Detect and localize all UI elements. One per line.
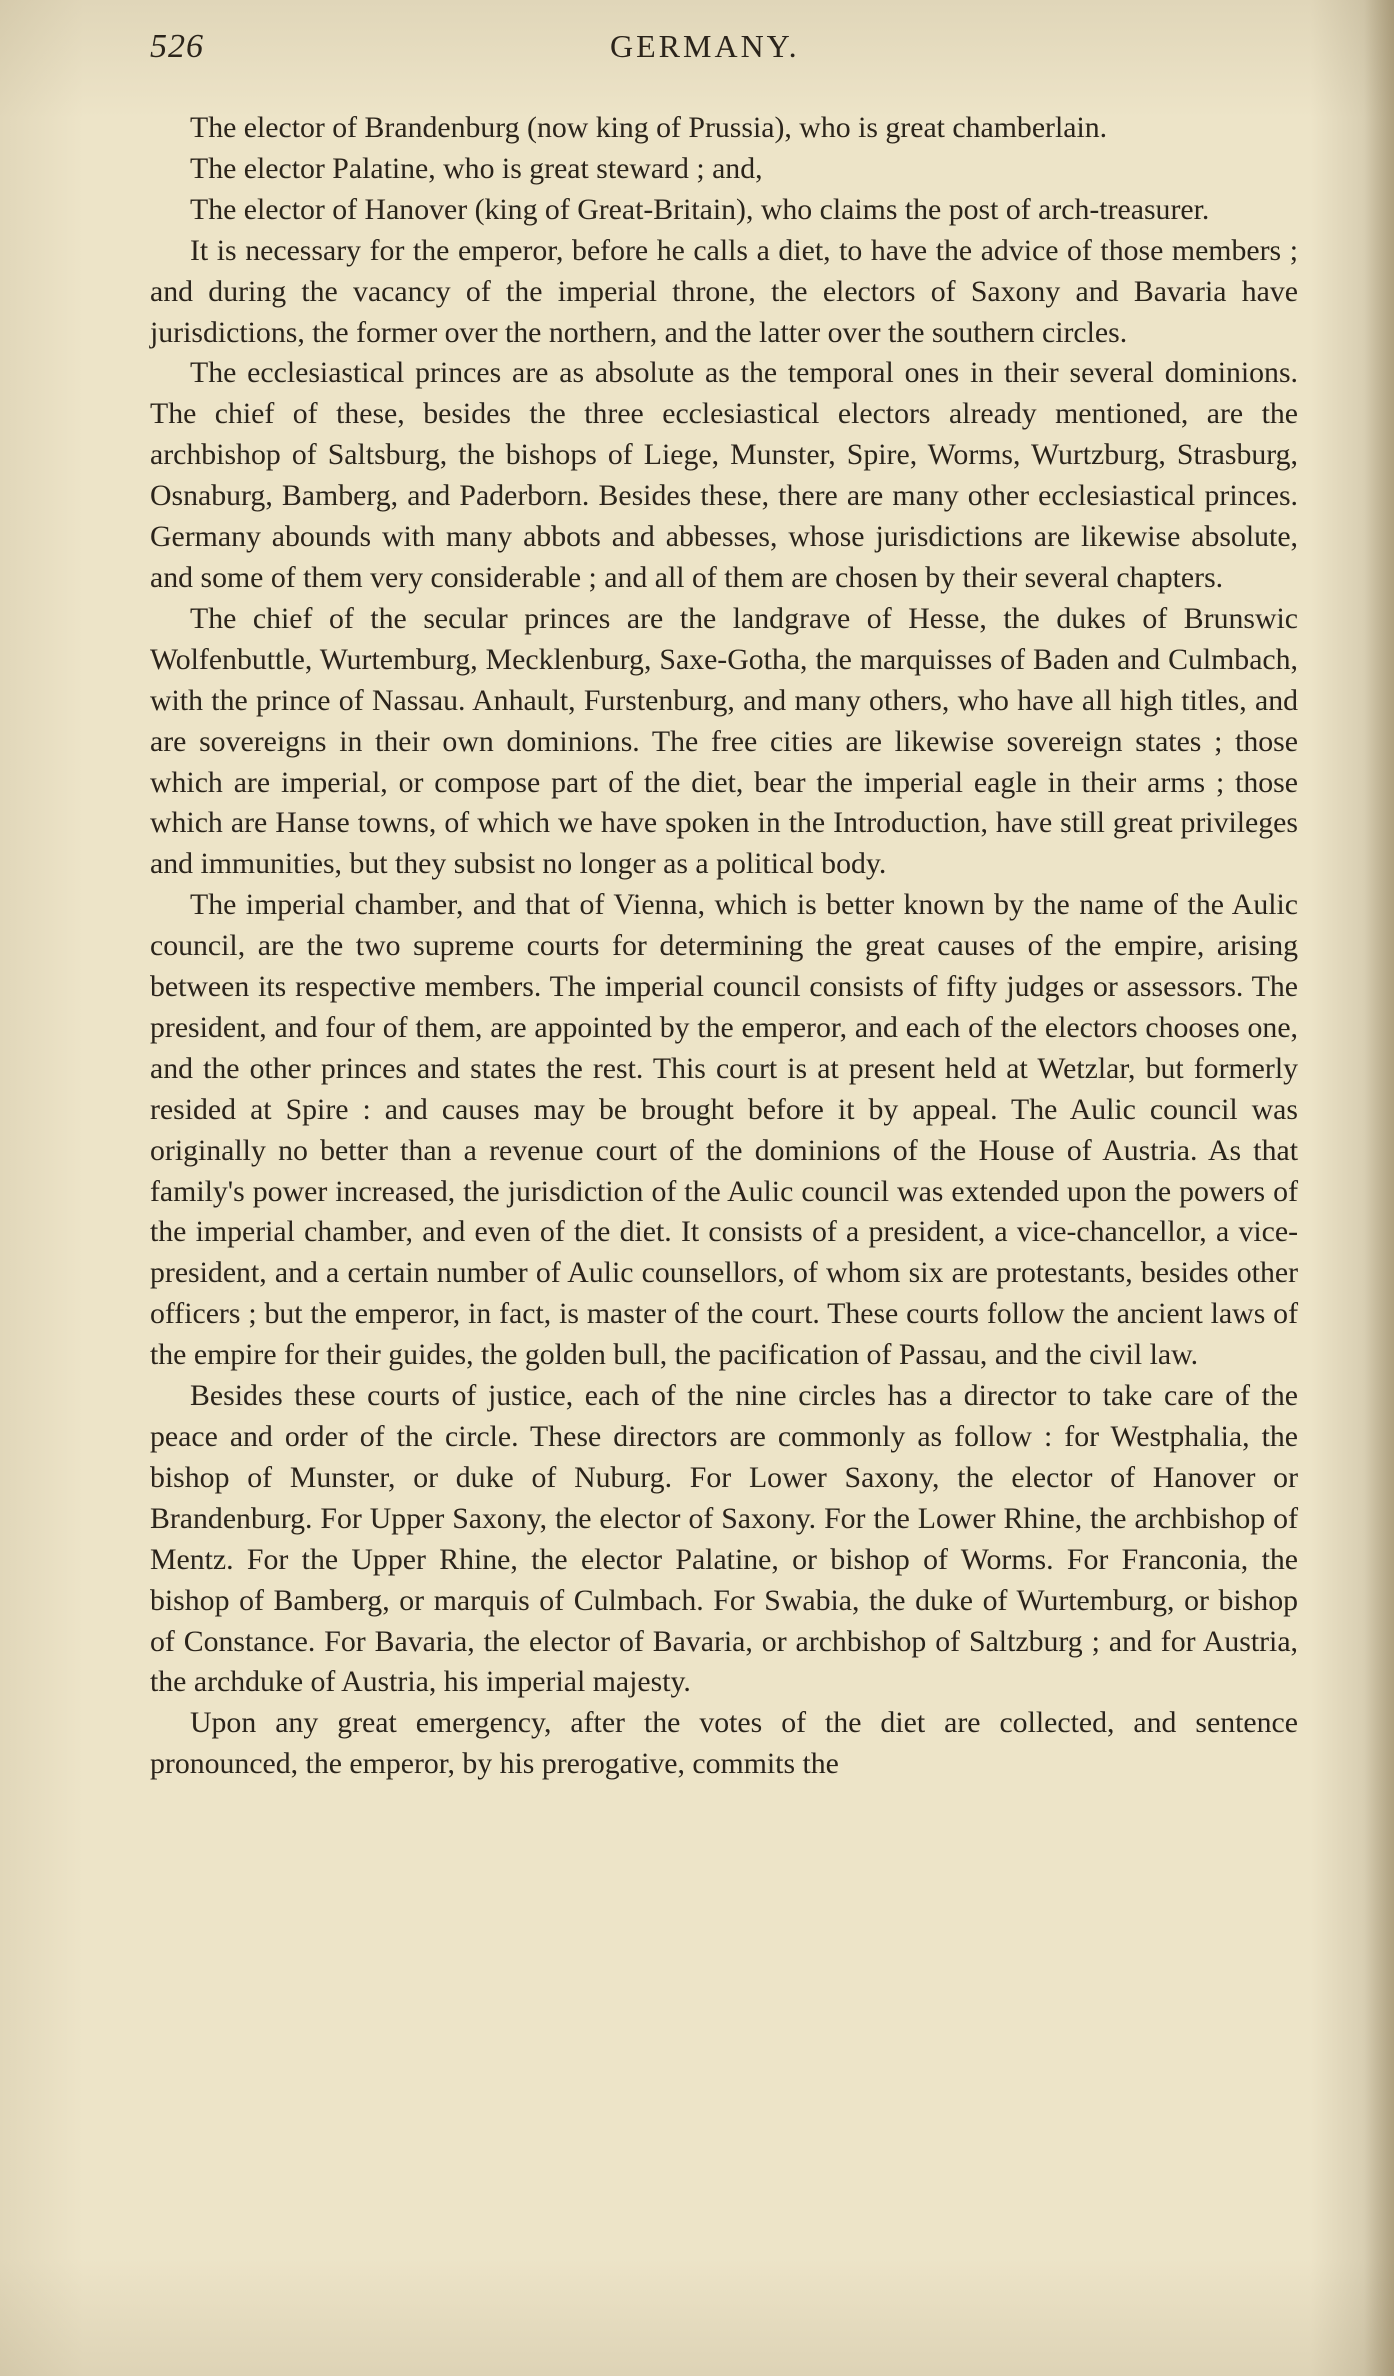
paragraph-imperial-chamber: The imperial chamber, and that of Vienna, which is better known by the name of the Aulic council, are the two supreme courts for determining the great causes of the empire, arising between its respective members. The imperial council consists of fifty judges or assessors. The president, and four of them, are appointed by the emperor, and each of the electors chooses one, and the other princes and states the rest. This court is at present held at Wetzlar, but formerly resided at Spire : and causes may be brought before it by appeal. The Aulic council was originally no better than a revenue court of the dominions of the House of Austria. As that family's power increased, the jurisdiction of the Aulic council was extended upon the powers of the imperial chamber, and even of the diet. It consists of a president, a vice-chancellor, a vice-president, and a certain number of Aulic counsellors, of whom six are protestants, besides other officers ; but the emperor, in fact, is master of the court. These courts follow the ancient laws of the empire for their guides, the golden bull, the pacification of Passau, and the civil law. — [150, 888, 1298, 1372]
paragraph-circle-directors: Besides these courts of justice, each of the nine circles has a director to take care of the peace and order of the circle. These directors are commonly as follow : for Westphalia, the bishop of Munster, or duke of Nuburg. For Lower Saxony, the elector of Hanover or Brandenburg. For Upper Saxony, the elector of Saxony. For the Lower Rhine, the archbishop of Mentz. For the Upper Rhine, the elector Palatine, or bishop of Worms. For Franconia, the bishop of Bamberg, or marquis of Culmbach. For Swabia, the duke of Wurtemburg, or bishop of Constance. For Bavaria, the elector of Bavaria, or archbishop of Saltzburg ; and for Austria, the archduke of Austria, his imperial majesty. — [150, 1379, 1298, 1699]
paragraph-secular-princes: The chief of the secular princes are the landgrave of Hesse, the dukes of Brunswic Wolfenbuttle, Wurtemburg, Mecklenburg, Saxe-Gotha, the marquisses of Baden and Culmbach, with the prince of Nassau. Anhault, Furstenburg, and many others, who have all high titles, and are sovereigns in their own dominions. The free cities are likewise sovereign states ; those which are imperial, or compose part of the diet, bear the imperial eagle in their arms ; those which are Hanse towns, of which we have spoken in the Introduction, have still great privileges and immunities, but they subsist no longer as a political body. — [150, 601, 1298, 881]
page-number: 526 — [150, 28, 204, 65]
paragraph-hanover: The elector of Hanover (king of Great-Britain), who claims the post of arch-treasurer. — [190, 192, 1210, 226]
paragraph-ecclesiastical-princes: The ecclesiastical princes are as absolute as the temporal ones in their several dominions. The chief of these, besides the three ecclesiastical electors already mentioned, are the archbishop of Saltsburg, the bishops of Liege, Munster, Spire, Worms, Wurtzburg, Strasburg, Osnaburg, Bamberg, and Paderborn. Besides these, there are many other ecclesiastical princes. Germany abounds with many abbots and abbesses, whose jurisdictions are likewise absolute, and some of them very considerable ; and all of them are chosen by their several chapters. — [150, 356, 1298, 594]
page-header — [150, 28, 1300, 78]
paragraph-palatine: The elector Palatine, who is great steward ; and, — [190, 151, 763, 185]
paragraph-brandenburg: The elector of Brandenburg (now king of Prussia), who is great chamberlain. — [190, 111, 1108, 144]
paragraph-emergency: Upon any great emergency, after the votes of the diet are collected, and sentence pronounced, the emperor, by his prerogative, commits the — [150, 1706, 1298, 1781]
paragraph-vacancy: It is necessary for the emperor, before he calls a diet, to have the advice of those members ; and during the vacancy of the imperial throne, the electors of Saxony and Bavaria have jurisdictions, the former over the northern, and the latter over the southern circles. — [150, 233, 1298, 349]
running-head: GERMANY. — [610, 28, 800, 64]
body-text — [150, 108, 1298, 1785]
page-gutter-shadow — [1364, 0, 1394, 2376]
